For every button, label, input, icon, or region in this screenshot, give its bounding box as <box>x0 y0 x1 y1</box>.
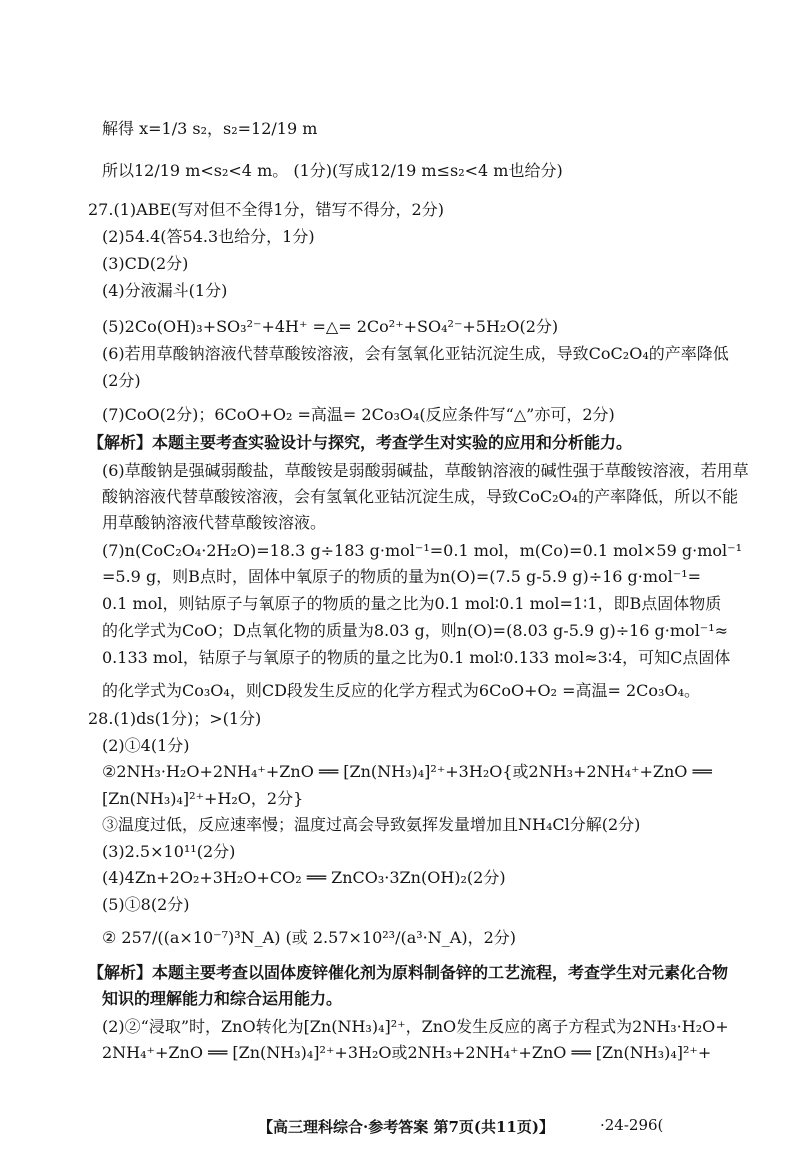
range-conclusion-line: 所以12/19 m<s₂<4 m。 (1分)(写成12/19 m≤s₂<4 m也给分) <box>102 161 563 180</box>
q28-part4-equation: (4)4Zn+2O₂+3H₂O+CO₂ ══ ZnCO₃·3Zn(OH)₂(2分) <box>102 868 506 887</box>
q27-analysis-heading: 【解析】本题主要考查实验设计与探究，考查学生对实验的应用和分析能力。 <box>88 433 633 452</box>
solve-result-line: 解得 x=1/3 s₂，s₂=12/19 m <box>102 119 318 138</box>
q28-part2-3: ③温度过低，反应速率慢；温度过高会导致氨挥发量增加且NH₄Cl分解(2分) <box>102 815 641 834</box>
q27-analysis-calc: 0.1 mol，则钴原子与氧原子的物质的量之比为0.1 mol∶0.1 mol=1∶1，即B点固体物质 <box>102 594 722 613</box>
q27-part5-equation: (5)2Co(OH)₃+SO₃²⁻+4H⁺ =△= 2Co²⁺+SO₄²⁻+5H₂O(2分) <box>102 317 559 336</box>
q28-analysis-line: (2)②“浸取”时，ZnO转化为[Zn(NH₃)₄]²⁺，ZnO发生反应的离子方程式为2NH₃·H₂O+ <box>102 1017 729 1036</box>
q28-part1: 28.(1)ds(1分)；>(1分) <box>88 709 262 728</box>
q27-part4: (4)分液漏斗(1分) <box>102 281 228 300</box>
q27-part3: (3)CD(2分) <box>102 254 189 273</box>
q28-part2-2-equation: ②2NH₃·H₂O+2NH₄⁺+ZnO ══ [Zn(NH₃)₄]²⁺+3H₂O{或2NH₃+2NH₄⁺+ZnO ══ <box>102 762 712 781</box>
page-footer-code: ·24-296( <box>600 1116 664 1134</box>
q27-analysis-line: 用草酸钠溶液代替草酸铵溶液。 <box>102 513 327 532</box>
q28-analysis-heading: 【解析】本题主要考查以固体废锌催化剂为原料制备锌的工艺流程，考查学生对元素化合物 <box>88 963 729 982</box>
q27-part7: (7)CoO(2分)；6CoO+O₂ =高温= 2Co₃O₄(反应条件写“△”亦可，2分) <box>102 405 615 424</box>
q28-part2-2-equation-cont: [Zn(NH₃)₄]²⁺+H₂O，2分} <box>102 789 304 808</box>
q27-part6-score: (2分) <box>102 371 141 390</box>
q28-part3: (3)2.5×10¹¹(2分) <box>102 842 236 861</box>
q27-analysis-calc: =5.9 g，则B点时，固体中氧原子的物质的量为n(O)=(7.5 g-5.9 g)÷16 g·mol⁻¹= <box>102 567 702 586</box>
q27-analysis-calc: 的化学式为CoO；D点氧化物的质量为8.03 g，则n(O)=(8.03 g-5.9 g)÷16 g·mol⁻¹≈ <box>102 621 729 640</box>
q28-analysis-line: 2NH₄⁺+ZnO ══ [Zn(NH₃)₄]²⁺+3H₂O或2NH₃+2NH₄⁺+ZnO ══ [Zn(NH₃)₄]²⁺+ <box>102 1043 712 1062</box>
q27-analysis-calc: 0.133 mol，钴原子与氧原子的物质的量之比为0.1 mol∶0.133 mol≈3∶4，可知C点固体 <box>102 648 731 667</box>
q28-part5-1: (5)①8(2分) <box>102 895 190 914</box>
q27-part6: (6)若用草酸钠溶液代替草酸铵溶液，会有氢氧化亚钴沉淀生成，导致CoC₂O₄的产率降低 <box>102 344 729 363</box>
q28-part5-2-formula: ② 257/((a×10⁻⁷)³N_A) (或 2.57×10²³/(a³·N_A)，2分) <box>102 928 516 947</box>
q27-analysis-calc: (7)n(CoC₂O₄·2H₂O)=18.3 g÷183 g·mol⁻¹=0.1 mol，m(Co)=0.1 mol×59 g·mol⁻¹ <box>102 541 742 560</box>
q27-analysis-line: 酸钠溶液代替草酸铵溶液，会有氢氧化亚钴沉淀生成，导致CoC₂O₄的产率降低，所以不能 <box>102 487 739 506</box>
q28-analysis-heading-cont: 知识的理解能力和综合运用能力。 <box>102 989 343 1008</box>
q27-analysis-line: (6)草酸钠是强碱弱酸盐，草酸铵是弱酸弱碱盐，草酸钠溶液的碱性强于草酸铵溶液，若用草 <box>102 461 749 480</box>
q27-analysis-calc: 的化学式为Co₃O₄，则CD段发生反应的化学方程式为6CoO+O₂ =高温= 2Co₃O₄。 <box>102 681 700 700</box>
q27-part2: (2)54.4(答54.3也给分，1分) <box>102 227 315 246</box>
q27-part1: 27.(1)ABE(写对但不全得1分，错写不得分，2分) <box>88 200 444 219</box>
page-footer-title: 【高三理科综合·参考答案 第7页(共11页)】 <box>258 1118 554 1136</box>
q28-part2-1: (2)①4(1分) <box>102 736 190 755</box>
